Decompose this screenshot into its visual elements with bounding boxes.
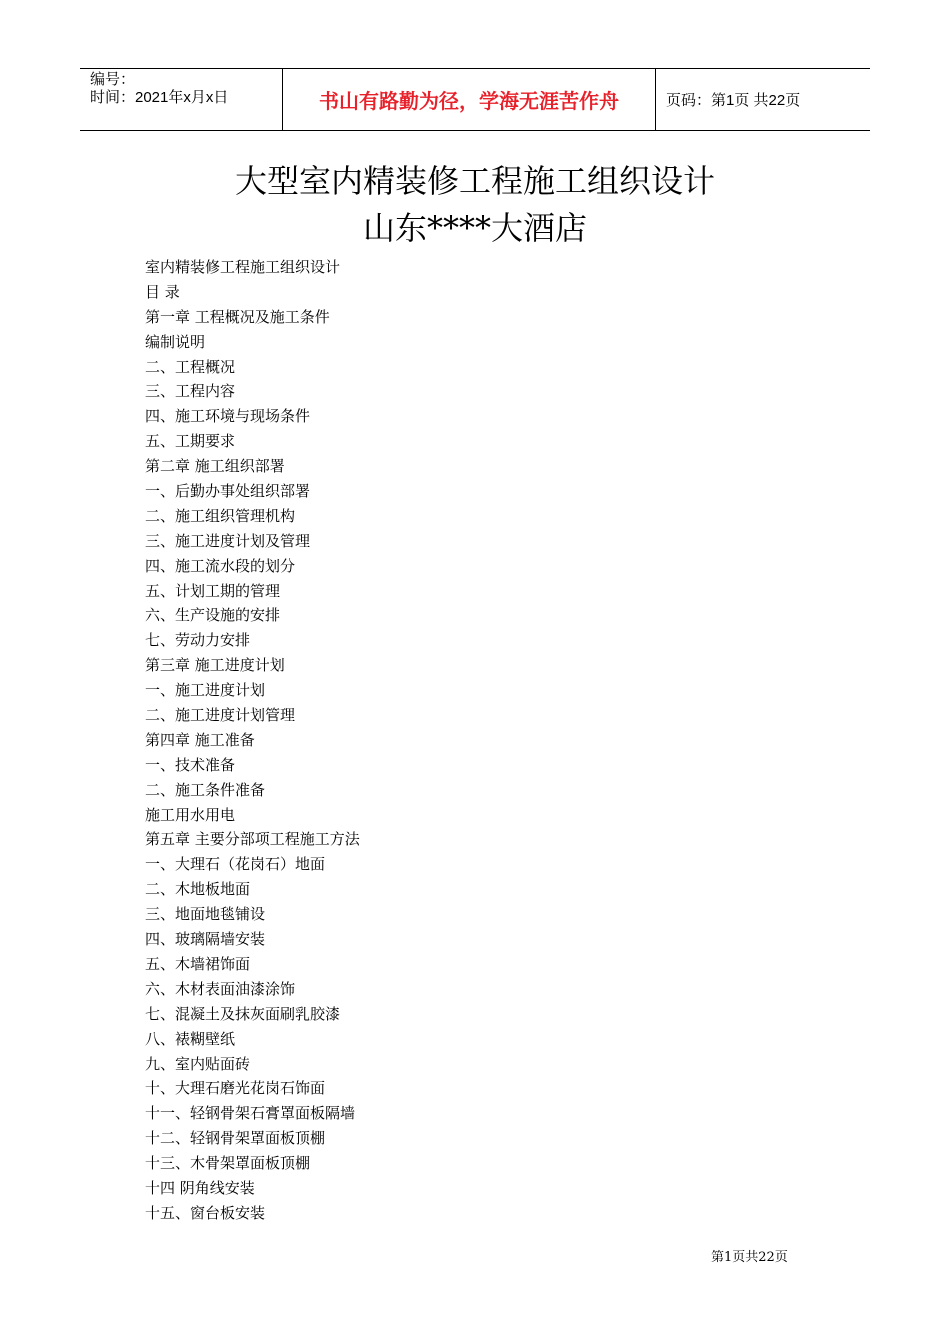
toc-item: 第四章 施工准备 xyxy=(145,730,255,749)
toc-item: 十三、木骨架罩面板顶棚 xyxy=(145,1154,311,1173)
toc-item: 五、计划工期的管理 xyxy=(145,581,281,600)
page-footer: 第1页共22页 xyxy=(711,1250,788,1265)
document-header xyxy=(80,68,870,131)
toc-item: 三、地面地毯铺设 xyxy=(145,905,266,924)
toc-item: 一、大理石（花岗石）地面 xyxy=(145,855,326,874)
toc-item: 六、木材表面油漆涂饰 xyxy=(145,979,296,998)
table-of-contents xyxy=(145,255,360,1226)
header-left-cell xyxy=(80,69,282,130)
toc-item: 目 录 xyxy=(145,282,180,301)
toc-item: 施工用水用电 xyxy=(145,805,236,824)
toc-item: 五、工期要求 xyxy=(145,432,236,451)
header-motto: 书山有路勤为径，学海无涯苦作舟 xyxy=(282,69,656,130)
toc-item: 九、室内贴面砖 xyxy=(145,1054,251,1073)
toc-item: 一、技术准备 xyxy=(145,755,236,774)
toc-item: 三、施工进度计划及管理 xyxy=(145,531,311,550)
toc-item: 第五章 主要分部项工程施工方法 xyxy=(145,830,360,849)
toc-item: 四、玻璃隔墙安装 xyxy=(145,930,266,949)
toc-item: 第二章 施工组织部署 xyxy=(145,457,285,476)
toc-item: 室内精装修工程施工组织设计 xyxy=(145,258,341,276)
document-subtitle: 山东****大酒店 xyxy=(362,209,587,247)
toc-item: 三、工程内容 xyxy=(145,382,236,401)
toc-item: 四、施工流水段的划分 xyxy=(145,556,296,575)
toc-item: 一、后勤办事处组织部署 xyxy=(145,482,311,501)
toc-item: 二、施工条件准备 xyxy=(145,780,266,799)
toc-item: 十四 阴角线安装 xyxy=(145,1178,255,1197)
toc-item: 五、木墙裙饰面 xyxy=(145,954,251,973)
toc-item: 编制说明 xyxy=(145,332,206,351)
toc-item: 四、施工环境与现场条件 xyxy=(145,407,311,426)
toc-item: 六、生产设施的安排 xyxy=(145,606,281,625)
toc-item: 十二、轻钢骨架罩面板顶棚 xyxy=(145,1129,326,1148)
toc-item: 八、裱糊壁纸 xyxy=(145,1029,236,1048)
toc-item: 二、木地板地面 xyxy=(145,880,251,899)
date-label: 时间：2021年x月x日 xyxy=(90,89,229,106)
toc-item: 第一章 工程概况及施工条件 xyxy=(145,307,330,326)
toc-item: 二、施工进度计划管理 xyxy=(145,706,296,725)
toc-item: 七、混凝土及抹灰面刷乳胶漆 xyxy=(145,1004,341,1023)
serial-label: 编号： xyxy=(90,71,136,88)
toc-item: 一、施工进度计划 xyxy=(145,681,266,700)
toc-item: 二、工程概况 xyxy=(145,357,236,376)
toc-item: 二、施工组织管理机构 xyxy=(145,506,296,525)
toc-item: 十一、轻钢骨架石膏罩面板隔墙 xyxy=(145,1104,356,1123)
toc-item: 七、劳动力安排 xyxy=(145,631,251,650)
header-page-info: 页码：第1页 共22页 xyxy=(666,92,801,109)
toc-item: 十五、窗台板安装 xyxy=(145,1203,266,1222)
toc-item: 十、大理石磨光花岗石饰面 xyxy=(145,1079,326,1098)
toc-item: 第三章 施工进度计划 xyxy=(145,656,285,675)
document-title: 大型室内精装修工程施工组织设计 xyxy=(234,162,715,200)
